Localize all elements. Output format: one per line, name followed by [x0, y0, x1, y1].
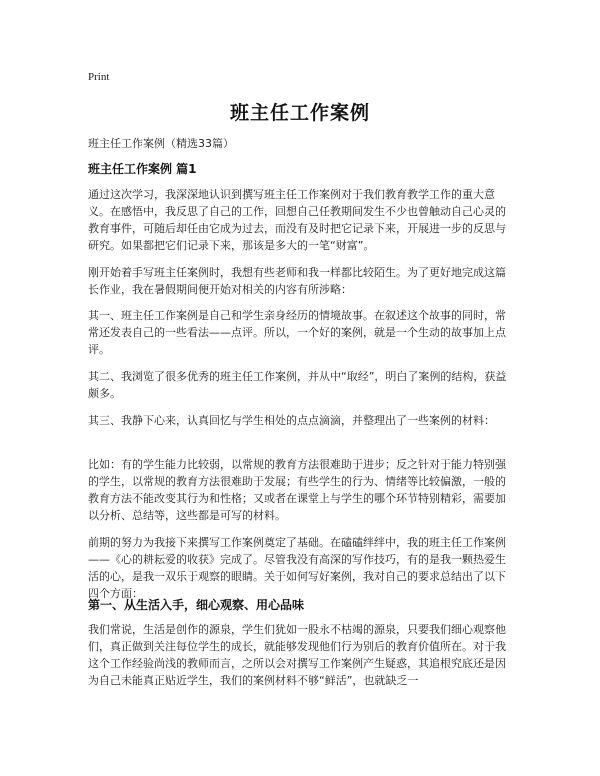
paragraph: 我们常说，生活是创作的源泉，学生们犹如一股永不枯竭的源泉，只要我们细心观察他们，真正做到关注每位学生的成长，就能够发现他们行为别后的教育价值所在。对于我这个工作经验尚浅的教师而言，之所以会对撰写工作案例产生疑惑，其追根究底还是因为自己未能真正贴近学生，我们的案例材料不够“鲜活”，也就缺乏一 — [88, 623, 506, 687]
page-title: 班主任工作案例 — [229, 102, 370, 124]
paragraph: 其三、我静下心来，认真回忆与学生相处的点点滴滴，并整理出了一些案例的材料： — [88, 414, 495, 427]
paragraph: 其一、班主任工作案例是自己和学生亲身经历的情境故事。在叙述这个故事的同时，常常还发表自己的一些看法——点评。所以，一个好的案例，就是一个生动的故事加上点评。 — [88, 309, 506, 356]
document-subtitle: 班主任工作案例（精选33篇） — [88, 137, 234, 150]
paragraph: 其二、我浏览了很多优秀的班主任工作案例，并从中“取经”，明白了案例的结构，获益颇多。 — [88, 370, 507, 400]
section-heading-2: 第一、从生活入手，细心观察、用心品味 — [88, 598, 305, 612]
paragraph: 刚开始着手写班主任案例时，我想有些老师和我一样都比较陌生。为了更好地完成这篇长作业，我在暑假期间便开始对相关的内容有所涉略： — [88, 266, 506, 296]
paragraph: 比如：有的学生能力比较弱，以常规的教育方法很难助于进步；反之针对于能力特别强的学生，以常规的教育方法很难助于发展；有些学生的行为、情绪等比较偏激，一般的教育方法不能改变其行为和性格；又或者在课堂上与学生的哪个环节特别精彩，需要加以分析、总结等，这些都是可写的材料。 — [88, 458, 506, 522]
print-link[interactable]: Print — [88, 71, 110, 83]
paragraph: 通过这次学习，我深深地认识到撰写班主任工作案例对于我们教育教学工作的重大意义。在感悟中，我反思了自己的工作，回想自己任教期间发生不少也曾触动自己心灵的教育事件，可随后却任由它成为过去，而没有及时把它记录下来，开展进一步的反思与研究。如果都把它们记录下来，那该是多大的一笔“财富”。 — [88, 188, 506, 252]
section-heading-1: 班主任工作案例 篇1 — [88, 162, 197, 176]
paragraph: 前期的努力为我接下来撰写工作案例奠定了基础。在磕磕绊绊中，我的班主任工作案例——《心的耕耘爱的收获》完成了。尽管我没有高深的写作技巧，有的是我一颗热爱生活的心，是我一双乐于观察的眼睛。关于如何写好案例，我对自己的要求总结出了以下四个方面： — [88, 536, 506, 600]
